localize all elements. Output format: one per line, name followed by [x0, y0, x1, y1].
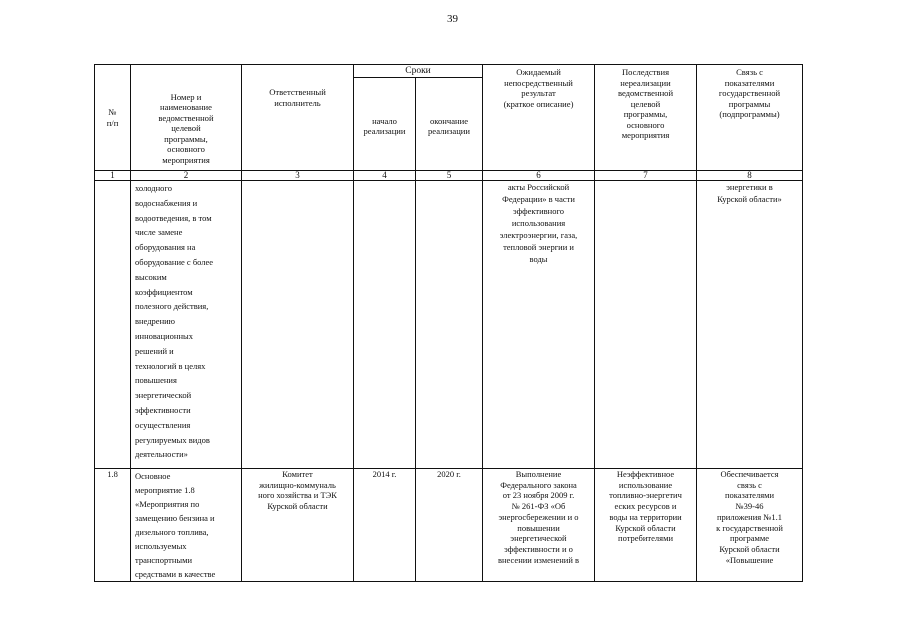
header-deadlines: Сроки [354, 65, 483, 78]
header-expected-result: Ожидаемый непосредственный результат (краткое описание) [483, 65, 595, 171]
row-name: Основное мероприятие 1.8 «Мероприятия по замещению бензина и дизельного топлива, используемых транспортными средствами в качестве [131, 469, 242, 582]
row-name: холодного водоснабжения и водоотведения, в том числе замене оборудования на оборудование с более высоким коэффициентом полезного действия, внедрению инновационных решений и технологий в целях повышения энергетической эффективности осуществления регулируемых видов деятельности» [131, 181, 242, 469]
row-start: 2014 г. [354, 469, 416, 582]
column-number: 7 [595, 171, 697, 181]
column-number-row [95, 171, 803, 181]
row-number [95, 181, 131, 469]
header-program-link: Связь с показателями государственной программы (подпрограммы) [697, 65, 803, 171]
header-end: окончание реализации [416, 78, 483, 171]
row-end [416, 181, 483, 469]
header-name: Номер и наименование ведомственной целевой программы, основного мероприятия [131, 65, 242, 171]
header-row-1 [95, 65, 803, 78]
row-number: 1.8 [95, 469, 131, 582]
row-consequences [595, 181, 697, 469]
column-number: 6 [483, 171, 595, 181]
row-result: Выполнение Федерального закона от 23 ноября 2009 г. № 261-ФЗ «Об энергосбережении и о повышении энергетической эффективности и о внесении изменений в [483, 469, 595, 582]
row-end: 2020 г. [416, 469, 483, 582]
header-number: № п/п [95, 65, 131, 171]
table-row [95, 469, 803, 582]
header-start: начало реализации [354, 78, 416, 171]
column-number: 8 [697, 171, 803, 181]
column-number: 3 [242, 171, 354, 181]
column-number: 5 [416, 171, 483, 181]
row-program-link: Обеспечивается связь с показателями №39-46 приложения №1.1 к государственной программе Курской области «Повышение [697, 469, 803, 582]
row-executor [242, 181, 354, 469]
row-consequences: Неэффективное использование топливно-энергетич еских ресурсов и воды на территории Курской области потребителями [595, 469, 697, 582]
program-table [94, 64, 803, 582]
row-executor: Комитет жилищно-коммуналь ного хозяйства и ТЭК Курской области [242, 469, 354, 582]
column-number: 4 [354, 171, 416, 181]
row-result: акты Российской Федерации» в части эффективного использования электроэнергии, газа, тепловой энергии и воды [483, 181, 595, 469]
table-row [95, 181, 803, 469]
column-number: 2 [131, 171, 242, 181]
page-number: 39 [447, 13, 458, 25]
column-number: 1 [95, 171, 131, 181]
row-start [354, 181, 416, 469]
header-executor: Ответственный исполнитель [242, 65, 354, 171]
header-consequences: Последствия нереализации ведомственной целевой программы, основного мероприятия [595, 65, 697, 171]
row-program-link: энергетики в Курской области» [697, 181, 803, 469]
